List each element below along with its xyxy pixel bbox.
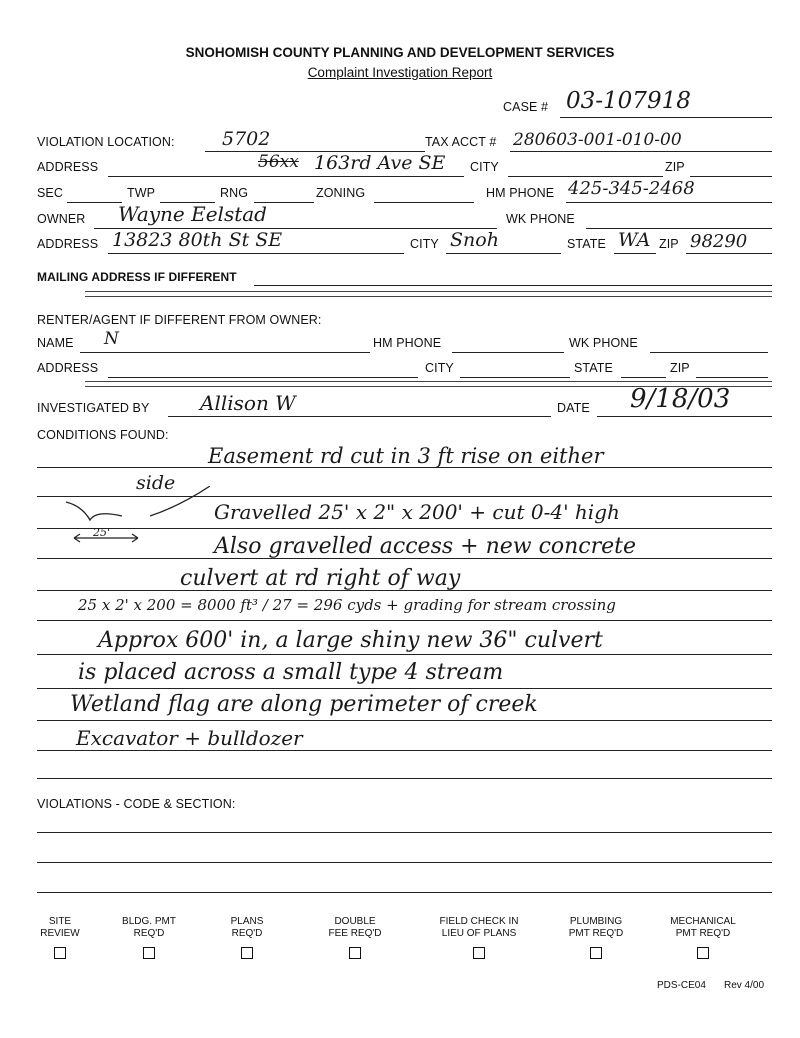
condition-line-1[interactable]: Easement rd cut in 3 ft rise on either: [208, 444, 604, 468]
checkbox-label-line2: FEE REQ'D: [328, 928, 382, 939]
conditions-rule: [37, 750, 772, 751]
renter-address-label: ADDRESS: [37, 361, 99, 375]
renter-zip-label: ZIP: [670, 361, 690, 375]
conditions-rule: [37, 654, 772, 655]
address-struck: 56xx: [258, 152, 299, 172]
checkbox-label: PLANS: [230, 916, 264, 927]
condition-line-9[interactable]: Wetland flag are along perimeter of creek: [70, 692, 538, 717]
hm-phone-label: HM PHONE: [486, 186, 555, 200]
violation-location-label: VIOLATION LOCATION:: [37, 135, 175, 149]
owner-city-label: CITY: [410, 237, 439, 251]
checkbox[interactable]: [143, 947, 155, 959]
renter-hm-phone-label: HM PHONE: [373, 336, 442, 350]
violation-location-value[interactable]: 5702: [222, 128, 271, 150]
hm-phone-value[interactable]: 425-345-2468: [568, 178, 695, 199]
checkbox[interactable]: [697, 947, 709, 959]
investigated-by-value[interactable]: Allison W: [200, 391, 296, 415]
report-subtitle: Complaint Investigation Report: [307, 65, 493, 80]
checkbox-label: DOUBLE: [334, 916, 376, 927]
conditions-rule: [37, 720, 772, 721]
owner-address-value[interactable]: 13823 80th St SE: [112, 229, 283, 251]
condition-line-5[interactable]: culvert at rd right of way: [180, 566, 461, 591]
date-value[interactable]: 9/18/03: [630, 384, 731, 414]
case-label: CASE #: [503, 100, 549, 114]
renter-name-label: NAME: [37, 336, 74, 350]
condition-line-2[interactable]: side: [136, 472, 176, 494]
address-label: ADDRESS: [37, 160, 99, 174]
conditions-rule: [37, 688, 772, 689]
checkbox-label: PLUMBING: [569, 916, 623, 927]
twp-label: TWP: [127, 186, 156, 200]
checkbox-label: MECHANICAL: [670, 916, 736, 927]
owner-zip-value[interactable]: 98290: [690, 231, 748, 252]
condition-line-4[interactable]: Also gravelled access + new concrete: [214, 534, 637, 559]
zoning-label: ZONING: [316, 186, 366, 200]
owner-label: OWNER: [37, 212, 86, 226]
mailing-address-label: MAILING ADDRESS IF DIFFERENT: [37, 270, 237, 284]
condition-line-6[interactable]: 25 x 2' x 200 = 8000 ft³ / 27 = 296 cyds + grading for stream crossing: [78, 596, 616, 614]
renter-state-label: STATE: [574, 361, 613, 375]
sec-label: SEC: [37, 186, 64, 200]
checkbox-label: SITE: [48, 916, 72, 927]
agency-title: SNOHOMISH COUNTY PLANNING AND DEVELOPMENT SERVICES: [185, 45, 615, 60]
owner-state-value[interactable]: WA: [618, 229, 651, 251]
violations-label: VIOLATIONS - CODE & SECTION:: [37, 797, 236, 811]
conditions-label: CONDITIONS FOUND:: [37, 428, 169, 442]
rng-label: RNG: [220, 186, 249, 200]
case-number[interactable]: 03-107918: [566, 88, 691, 114]
owner-value[interactable]: Wayne Eelstad: [118, 202, 267, 226]
conditions-rule: [37, 620, 772, 621]
dimension-arrow-icon: [60, 486, 210, 546]
condition-line-10[interactable]: Excavator + bulldozer: [76, 726, 303, 750]
checkbox[interactable]: [241, 947, 253, 959]
form-number: PDS-CE04: [657, 980, 706, 991]
condition-line-8[interactable]: is placed across a small type 4 stream: [78, 660, 504, 685]
date-label: DATE: [557, 401, 590, 415]
owner-zip-label: ZIP: [659, 237, 679, 251]
checkbox-label: FIELD CHECK IN: [439, 916, 519, 927]
renter-label: RENTER/AGENT IF DIFFERENT FROM OWNER:: [37, 313, 322, 327]
investigated-by-label: INVESTIGATED BY: [37, 401, 150, 415]
checkbox-label-line2: REQ'D: [231, 928, 263, 939]
checkbox[interactable]: [349, 947, 361, 959]
checkbox[interactable]: [473, 947, 485, 959]
owner-city-value[interactable]: Snoh: [450, 229, 499, 251]
owner-state-label: STATE: [567, 237, 606, 251]
checkbox-label-line2: PMT REQ'D: [675, 928, 731, 939]
city-label: CITY: [470, 160, 499, 174]
checkbox-label: BLDG. PMT: [122, 916, 176, 927]
checkbox[interactable]: [590, 947, 602, 959]
checkbox[interactable]: [54, 947, 66, 959]
owner-address-label: ADDRESS: [37, 237, 99, 251]
condition-line-3[interactable]: Gravelled 25' x 2" x 200' + cut 0-4' high: [214, 500, 620, 524]
condition-dimension: 25': [93, 526, 111, 539]
wk-phone-label: WK PHONE: [506, 212, 575, 226]
checkbox-label-line2: PMT REQ'D: [568, 928, 624, 939]
zip-label: ZIP: [665, 160, 685, 174]
form-revision: Rev 4/00: [724, 980, 765, 991]
renter-city-label: CITY: [425, 361, 454, 375]
condition-line-7[interactable]: Approx 600' in, a large shiny new 36" culvert: [98, 628, 603, 653]
conditions-rule: [37, 778, 772, 779]
checkbox-label-line2: REVIEW: [40, 928, 80, 939]
address-value[interactable]: 163rd Ave SE: [314, 152, 446, 174]
checkbox-label-line2: LIEU OF PLANS: [441, 928, 517, 939]
tax-acct-label: TAX ACCT #: [425, 135, 497, 149]
renter-wk-phone-label: WK PHONE: [569, 336, 638, 350]
tax-acct-value[interactable]: 280603-001-010-00: [513, 130, 682, 150]
renter-name-value[interactable]: N: [104, 329, 119, 349]
checkbox-label-line2: REQ'D: [133, 928, 165, 939]
